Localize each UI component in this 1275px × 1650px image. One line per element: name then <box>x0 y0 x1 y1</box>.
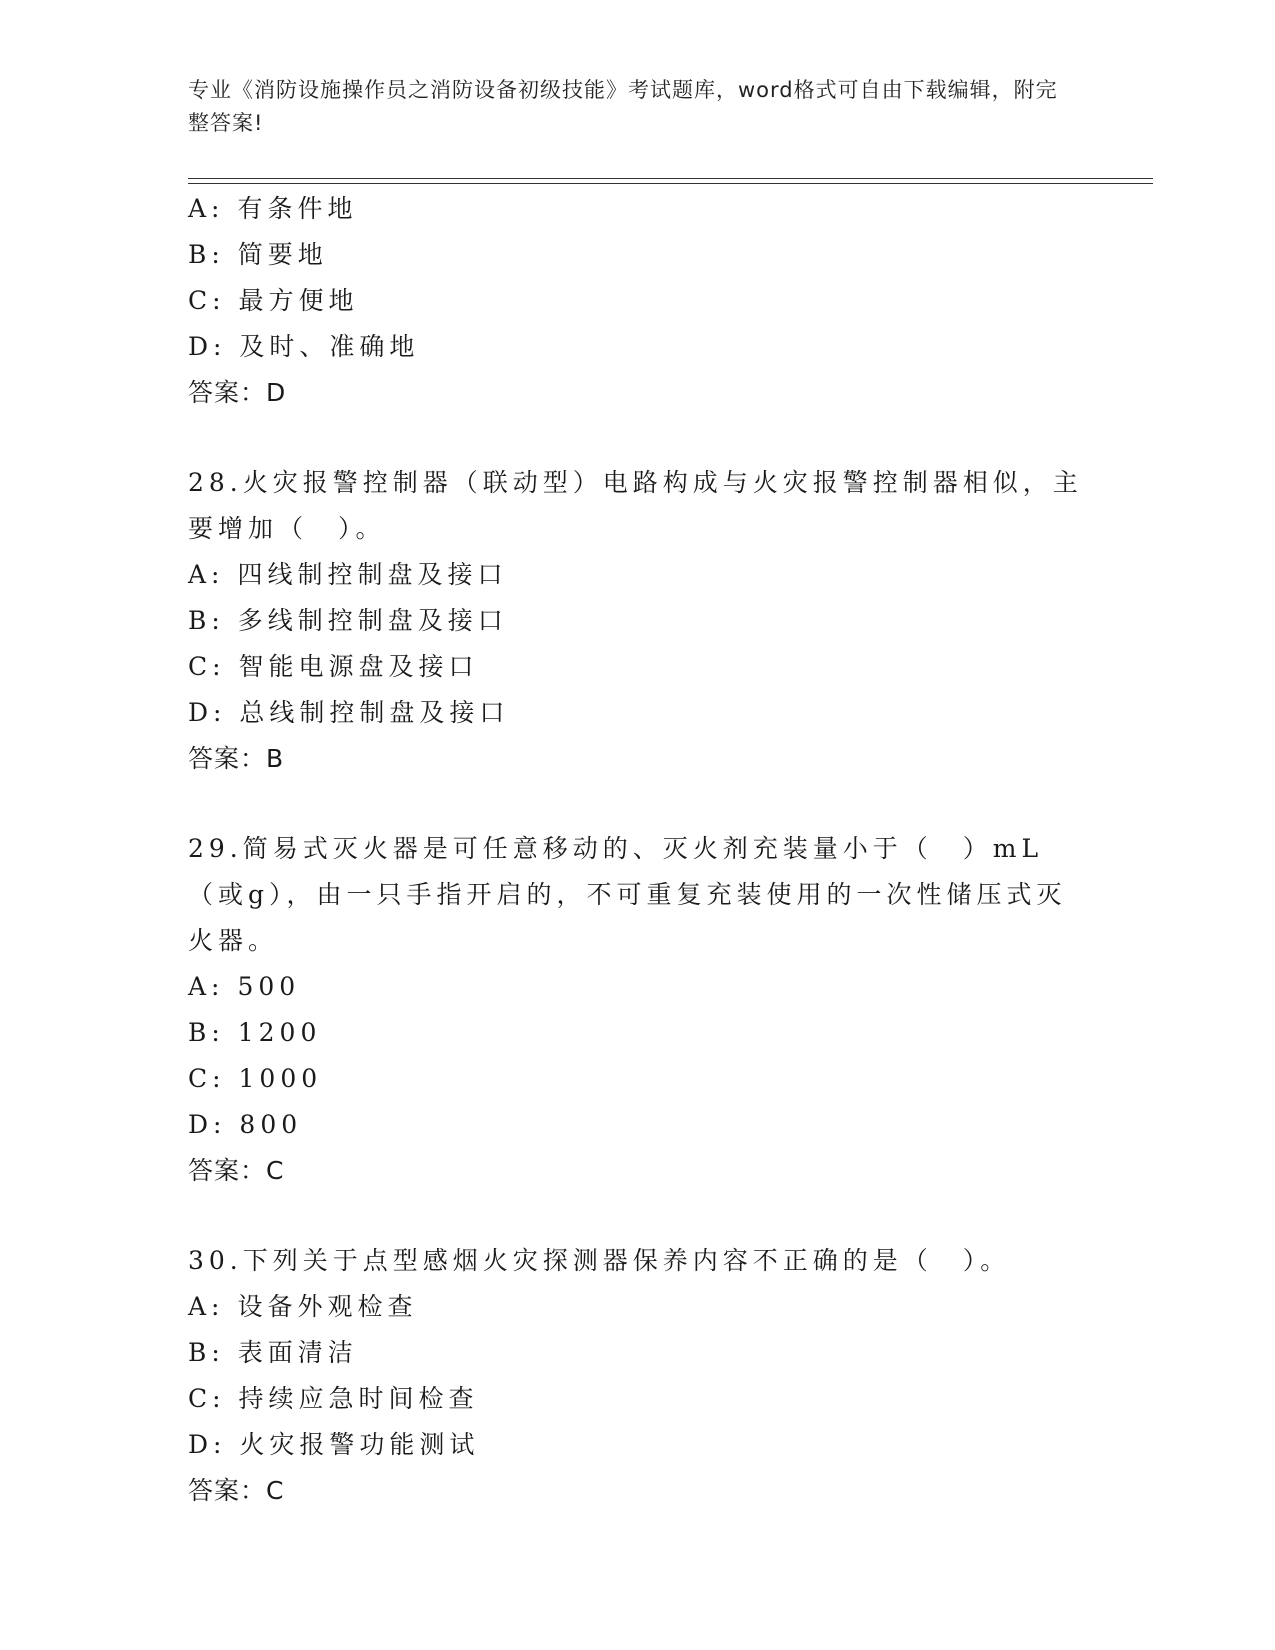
header-rule-top <box>188 178 1153 179</box>
option-b: B: 表面清洁 <box>188 1338 358 1367</box>
option-d: D: 800 <box>188 1110 303 1139</box>
question-list <box>188 186 1088 1514</box>
option-b: B: 1200 <box>188 1018 322 1047</box>
question-stem: 29.简易式灭火器是可任意移动的、灭火剂充装量小于（ ）mL（或g），由一只手指开启的，不可重复充装使用的一次性储压式灭火器。 <box>188 834 1067 955</box>
option-a: A: 有条件地 <box>188 194 358 223</box>
option-c: C: 1000 <box>188 1064 323 1093</box>
option-b: B: 多线制控制盘及接口 <box>188 606 508 635</box>
option-c: C: 持续应急时间检查 <box>188 1384 479 1413</box>
answer: 答案：C <box>188 1156 285 1185</box>
question-30 <box>188 1238 1088 1514</box>
option-a: A: 设备外观检查 <box>188 1292 418 1321</box>
question-29 <box>188 826 1088 1194</box>
answer: 答案：D <box>188 378 287 407</box>
option-d: D: 及时、准确地 <box>188 332 420 361</box>
question-stem: 28.火灾报警控制器（联动型）电路构成与火灾报警控制器相似，主要增加（ ）。 <box>188 468 1083 543</box>
header-rule-bottom <box>188 183 1153 184</box>
option-a: A: 500 <box>188 972 301 1001</box>
option-a: A: 四线制控制盘及接口 <box>188 560 508 589</box>
question-stem: 30.下列关于点型感烟火灾探测器保养内容不正确的是（ ）。 <box>188 1246 1011 1275</box>
answer: 答案：C <box>188 1476 285 1505</box>
option-b: B: 简要地 <box>188 240 328 269</box>
question-28 <box>188 460 1088 782</box>
option-c: C: 最方便地 <box>188 286 359 315</box>
option-d: D: 火灾报警功能测试 <box>188 1430 480 1459</box>
option-d: D: 总线制控制盘及接口 <box>188 698 510 727</box>
answer: 答案：B <box>188 744 285 773</box>
question-27-continued <box>188 186 1088 416</box>
option-c: C: 智能电源盘及接口 <box>188 652 479 681</box>
document-header: 专业《消防设施操作员之消防设备初级技能》考试题库，word格式可自由下载编辑，附完整答案! <box>188 78 1058 135</box>
